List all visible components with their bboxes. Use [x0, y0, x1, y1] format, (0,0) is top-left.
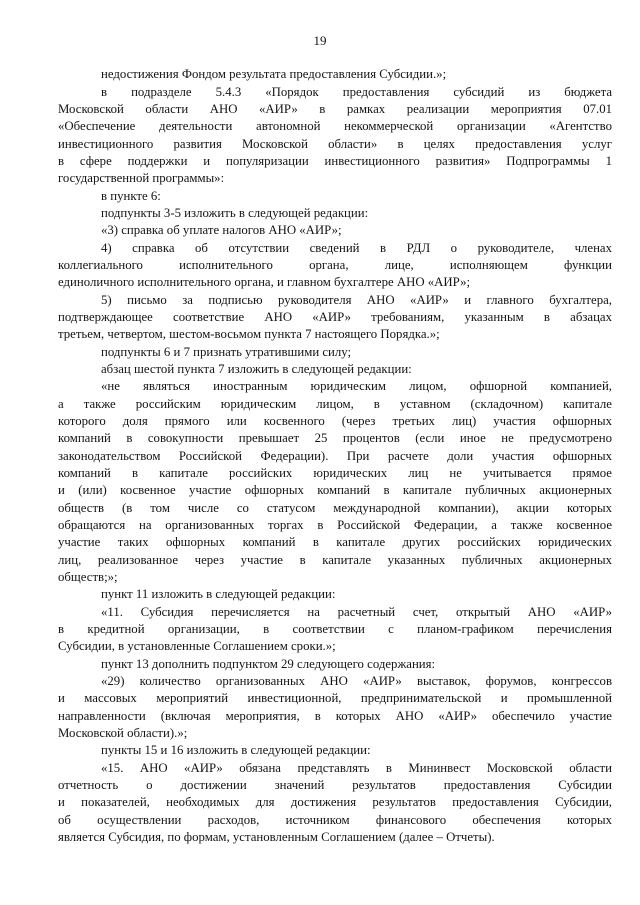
text-line: участие таких офшорных компаний в капитале других российских юридических: [58, 535, 612, 549]
text-line: и массовых мероприятий инвестиционной, предпринимательской и промышленной: [58, 691, 612, 705]
text-line: инвестиционного развития Московской области» в целях предоставления услуг: [58, 137, 612, 151]
text-line: Субсидии, в установленные Соглашением сроки.»;: [58, 639, 336, 653]
text-line: 5) письмо за подписью руководителя АНО «АИР» и главного бухгалтера,: [101, 293, 612, 307]
text-line: пункты 15 и 16 изложить в следующей редакции:: [101, 743, 371, 757]
text-line: в подразделе 5.4.3 «Порядок предоставления субсидий из бюджета: [101, 85, 612, 99]
text-line: подпункты 6 и 7 признать утратившими силу;: [101, 345, 352, 359]
text-line: пункт 11 изложить в следующей редакции:: [101, 587, 336, 601]
text-line: является Субсидия, по формам, установленным Соглашением (далее – Отчеты).: [58, 830, 495, 844]
text-line: которого доля прямого или косвенного (через третьих лиц) участия офшорных: [58, 414, 612, 428]
text-line: и показателей, необходимых для достижения результатов предоставления Субсидии,: [58, 795, 612, 809]
text-line: а также российским юридическим лицом, в уставном (складочном) капитале: [58, 397, 612, 411]
text-line: отчетность о достижении значений результатов предоставления Субсидии: [58, 778, 612, 792]
text-line: третьем, четвертом, шестом-восьмом пункта 7 настоящего Порядка.»;: [58, 327, 440, 341]
text-line: обществ (в том числе со статусом международной компании), акции которых: [58, 501, 612, 515]
text-line: и (или) косвенное участие офшорных компаний в капитале публичных акционерных: [58, 483, 612, 497]
text-line: законодательством Российской Федерации). При расчете доли участия офшорных: [58, 449, 612, 463]
text-line: направленности (включая мероприятия, в которых АНО «АИР» обеспечило участие: [58, 709, 612, 723]
text-line: «15. АНО «АИР» обязана представлять в Мининвест Московской области: [101, 761, 612, 775]
text-line: единоличного исполнительного органа, и главном бухгалтере АНО «АИР»;: [58, 275, 471, 289]
text-line: «3) справка об уплате налогов АНО «АИР»;: [101, 223, 342, 237]
text-line: компаний в капитале российских юридических лиц не учитывается прямое: [58, 466, 612, 480]
text-line: коллегиального исполнительного органа, лице, исполняющем функции: [58, 258, 612, 272]
text-line: «11. Субсидия перечисляется на расчетный счет, открытый АНО «АИР»: [101, 605, 612, 619]
text-line: «29) количество организованных АНО «АИР» выставок, форумов, конгрессов: [101, 674, 612, 688]
text-line: «не являться иностранным юридическим лицом, офшорной компанией,: [101, 379, 612, 393]
text-line: пункт 13 дополнить подпунктом 29 следующего содержания:: [101, 657, 436, 671]
text-line: об осуществлении расходов, источником финансового обеспечения которых: [58, 813, 612, 827]
page-number: 19: [313, 33, 327, 48]
text-line: лиц, реализованное через участие в капитале указанных публичных акционерных: [58, 553, 612, 567]
text-line: обществ;»;: [58, 570, 118, 584]
text-line: в пункте 6:: [101, 189, 161, 203]
text-line: подтверждающее соответствие АНО «АИР» требованиям, указанным в абзацах: [58, 310, 612, 324]
text-line: 4) справка об отсутствии сведений в РДЛ о руководителе, членах: [101, 241, 612, 255]
text-line: государственной программы»:: [58, 171, 225, 185]
text-line: «Обеспечение деятельности автономной некоммерческой организации «Агентство: [58, 119, 612, 133]
text-line: обращаются на организованных торгах в Российской Федерации, а также косвенное: [58, 518, 612, 532]
text-line: Московской области).»;: [58, 726, 188, 740]
text-line: абзац шестой пункта 7 изложить в следующей редакции:: [101, 362, 412, 376]
text-line: компаний в совокупности превышает 25 процентов (если иное не предусмотрено: [58, 431, 612, 445]
text-line: недостижения Фондом результата предоставления Субсидии.»;: [101, 67, 447, 81]
text-line: в сфере поддержки и популяризации инвестиционного развития» Подпрограммы 1: [58, 154, 612, 168]
text-line: подпункты 3-5 изложить в следующей редакции:: [101, 206, 369, 220]
text-line: Московской области АНО «АИР» в рамках реализации мероприятия 07.01: [58, 102, 612, 116]
text-line: в кредитной организации, в соответствии с планом-графиком перечисления: [58, 622, 612, 636]
